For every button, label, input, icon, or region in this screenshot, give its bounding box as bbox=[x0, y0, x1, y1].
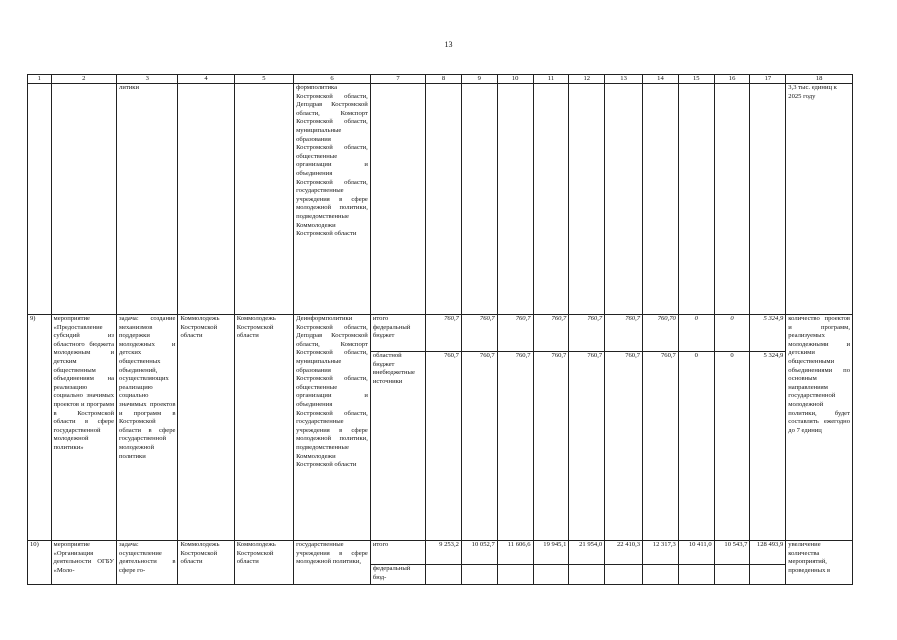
column-number-row bbox=[28, 75, 853, 84]
executor-cell: Коммолодежь Костромской области bbox=[234, 541, 293, 585]
amount-cell: 760,7 bbox=[643, 352, 679, 541]
amount-cell: 5 324,9 bbox=[750, 315, 786, 352]
column-header: 15 bbox=[678, 75, 714, 84]
executor-cell: Коммолодежь Костромской области bbox=[178, 315, 234, 541]
executor-cell: Коммолодежь Костромской области bbox=[234, 315, 293, 541]
table-cell bbox=[51, 84, 117, 315]
column-header: 9 bbox=[461, 75, 497, 84]
column-header: 5 bbox=[234, 75, 293, 84]
amount-cell: 128 493,9 bbox=[750, 541, 786, 565]
amount-cell: 760,7 bbox=[497, 315, 533, 352]
partners-cell: формполитика Костромской области, Депздрав Костромской области, Комспорт Костромской области, муниципальные образования Костромской области, общественные организации и объединения Костромской области, государственные учреждения в сфере молодежной политики, подведомственные Коммолодежи Костромской области bbox=[294, 84, 371, 315]
table-cell bbox=[605, 84, 643, 315]
amount-cell: 22 410,3 bbox=[605, 541, 643, 565]
row-number: 9) bbox=[28, 315, 52, 541]
amount-cell bbox=[569, 565, 605, 585]
column-header: 6 bbox=[294, 75, 371, 84]
result-cell: 3,3 тыс. единиц к 2025 году bbox=[786, 84, 853, 315]
amount-cell: 19 945,1 bbox=[533, 541, 569, 565]
column-header: 3 bbox=[117, 75, 178, 84]
amount-cell bbox=[714, 565, 750, 585]
funding-source-regional: областной бюджет bbox=[372, 352, 402, 368]
program-table bbox=[27, 74, 853, 585]
table-cell bbox=[178, 84, 234, 315]
column-header: 18 bbox=[786, 75, 853, 84]
funding-source-federal: федеральный бюджет bbox=[372, 323, 411, 340]
table-row-9-total bbox=[28, 315, 853, 352]
table-cell bbox=[678, 84, 714, 315]
table-row-10-total bbox=[28, 541, 853, 565]
column-header: 13 bbox=[605, 75, 643, 84]
event-cell: мероприятие «Предоставление субсидий из областного бюджета молодежным и детским общественным объединениям на реализацию социально значимых проектов и программ в Костромской области в сфере государственной молодежной политики» bbox=[51, 315, 117, 541]
task-cell: задача: осуществление деятельности в сфере го- bbox=[117, 541, 178, 585]
funding-source-extrabudget: внебюджетные источники bbox=[372, 369, 415, 385]
amount-cell: 760,7 bbox=[461, 352, 497, 541]
column-header: 17 bbox=[750, 75, 786, 84]
column-header: 8 bbox=[426, 75, 462, 84]
column-header: 12 bbox=[569, 75, 605, 84]
task-cell: задача: создание механизмов поддержки молодежных и детских общественных объединений, осуществляющих реализацию социально значимых проектов и программ в Костромской области в сфере государственной молодежной политики bbox=[117, 315, 178, 541]
table-cell bbox=[234, 84, 293, 315]
event-cell: мероприятие «Организация деятельности ОГБУ «Моло- bbox=[51, 541, 117, 585]
amount-cell: 0 bbox=[714, 352, 750, 541]
table-cell bbox=[28, 84, 52, 315]
amount-cell: 21 954,0 bbox=[569, 541, 605, 565]
amount-cell: 10 543,7 bbox=[714, 541, 750, 565]
table-cell bbox=[370, 84, 425, 315]
amount-cell: 760,7 bbox=[569, 352, 605, 541]
column-header: 2 bbox=[51, 75, 117, 84]
executor-cell: Коммолодежь Костромской области bbox=[178, 541, 234, 585]
table-cell bbox=[643, 84, 679, 315]
amount-cell: 760,7 bbox=[461, 315, 497, 352]
table-row-continuation bbox=[28, 84, 853, 315]
amount-cell: 760,70 bbox=[643, 315, 679, 352]
amount-cell bbox=[678, 565, 714, 585]
column-header: 16 bbox=[714, 75, 750, 84]
funding-source-federal: федеральный бюд- bbox=[370, 565, 425, 585]
page-number: 13 bbox=[444, 40, 453, 49]
column-header: 7 bbox=[370, 75, 425, 84]
amount-cell bbox=[533, 565, 569, 585]
amount-cell: 0 bbox=[714, 315, 750, 352]
table-cell bbox=[533, 84, 569, 315]
partners-cell: Деинформполитики Костромской области, Депздрав Костромской области, Комспорт Костромской области, муниципальные образования Костромской области, общественные организации и объединения Костромской области, государственные учреждения в сфере молодежной политики, подведомственные Коммолодежи Костромской области bbox=[294, 315, 371, 541]
funding-source-total: итого bbox=[372, 315, 389, 322]
amount-cell: 760,7 bbox=[569, 315, 605, 352]
column-header: 14 bbox=[643, 75, 679, 84]
column-header: 1 bbox=[28, 75, 52, 84]
table-cell bbox=[461, 84, 497, 315]
task-cell: литики bbox=[117, 84, 178, 315]
column-header: 4 bbox=[178, 75, 234, 84]
funding-source-total: итого bbox=[370, 541, 425, 565]
amount-cell bbox=[605, 565, 643, 585]
amount-cell: 10 052,7 bbox=[461, 541, 497, 565]
amount-cell: 10 411,0 bbox=[678, 541, 714, 565]
amount-cell: 0 bbox=[678, 315, 714, 352]
amount-cell: 760,7 bbox=[426, 315, 462, 352]
partners-cell: государственные учреждения в сфере молодежной политики, bbox=[294, 541, 371, 585]
table-cell bbox=[750, 84, 786, 315]
result-cell: увеличение количества мероприятий, проведенных в bbox=[786, 541, 853, 585]
amount-cell: 760,7 bbox=[605, 352, 643, 541]
amount-cell: 760,7 bbox=[605, 315, 643, 352]
amount-cell bbox=[643, 565, 679, 585]
amount-cell: 760,7 bbox=[533, 352, 569, 541]
amount-cell: 0 bbox=[678, 352, 714, 541]
column-header: 11 bbox=[533, 75, 569, 84]
table-cell bbox=[569, 84, 605, 315]
amount-cell: 11 606,6 bbox=[497, 541, 533, 565]
column-header: 10 bbox=[497, 75, 533, 84]
amount-cell: 12 317,3 bbox=[643, 541, 679, 565]
amount-cell: 760,7 bbox=[426, 352, 462, 541]
amount-cell: 760,7 bbox=[533, 315, 569, 352]
amount-cell: 9 253,2 bbox=[426, 541, 462, 565]
amount-cell bbox=[497, 565, 533, 585]
table-cell bbox=[497, 84, 533, 315]
amount-cell bbox=[750, 565, 786, 585]
funding-source-cell bbox=[370, 315, 425, 352]
funding-source-cell bbox=[370, 352, 425, 541]
amount-cell bbox=[461, 565, 497, 585]
row-number: 10) bbox=[28, 541, 52, 585]
table-cell bbox=[714, 84, 750, 315]
amount-cell: 5 324,9 bbox=[750, 352, 786, 541]
amount-cell: 760,7 bbox=[497, 352, 533, 541]
table-cell bbox=[426, 84, 462, 315]
amount-cell bbox=[426, 565, 462, 585]
result-cell: количество проектов и программ, реализуемых молодежными и детскими общественными объединениями по основным направлениям государственной молодежной политики, будет составлять ежегодно до 7 единиц bbox=[786, 315, 853, 541]
